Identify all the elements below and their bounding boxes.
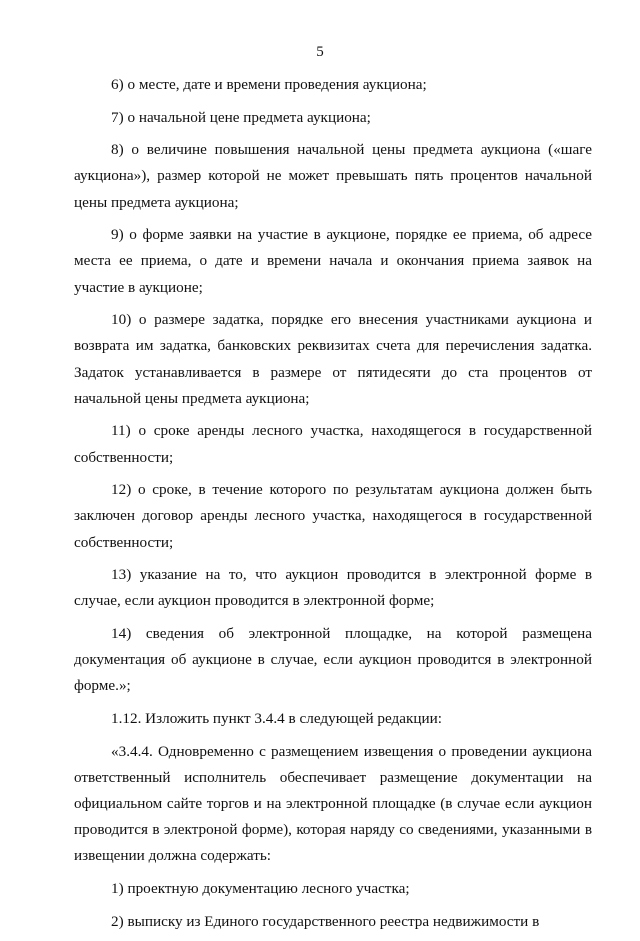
list-item-10: 10) о размере задатка, порядке его внесения участниками аукциона и возврата им задатка, банковских реквизитах счета для перечисления задатка. Задаток устанавливается в размере от пятидесяти до ста процентов от начальной цены предмета аукциона; <box>74 311 592 407</box>
page-number: 5 <box>316 44 324 60</box>
list-item-7: 7) о начальной цене предмета аукциона; <box>111 108 371 126</box>
clause-item-1: 1) проектную документацию лесного участка; <box>111 879 410 897</box>
list-item-14: 14) сведения об электронной площадке, на которой размещена документация об аукционе в случае, если аукцион проводится в электронной форме.»; <box>74 624 592 695</box>
list-item-8: 8) о величине повышения начальной цены предмета аукциона («шаге аукциона»), размер которой не может превышать пять процентов начальной цены предмета аукциона; <box>74 141 592 211</box>
list-item-13: 13) указание на то, что аукцион проводится в электронной форме в случае, если аукцион проводится в электронной форме; <box>74 566 592 610</box>
list-item-6: 6) о месте, дате и времени проведения аукциона; <box>111 76 427 93</box>
clause-3-4-4: «3.4.4. Одновременно с размещением извещения о проведении аукциона ответственный исполнитель обеспечивает размещение документации на официальном сайте торгов и на электронной площадке (в случае если аукцион проводится в электроной форме), которая наряду со сведениями, указанными в извещении должна содержать: <box>74 742 592 865</box>
list-item-11: 11) о сроке аренды лесного участка, находящегося в государственной собственности; <box>74 422 592 466</box>
list-item-9: 9) о форме заявки на участие в аукционе, порядке ее приема, об адресе места ее приема, о дате и времени начала и окончания приема заявок на участие в аукционе; <box>74 226 592 296</box>
document-body <box>74 72 592 941</box>
clause-item-2: 2) выписку из Единого государственного реестра недвижимости в <box>111 912 540 930</box>
list-item-12: 12) о сроке, в течение которого по результатам аукциона должен быть заключен договор аренды лесного участка, находящегося в государственной собственности; <box>74 481 592 551</box>
amendment-1-12: 1.12. Изложить пункт 3.4.4 в следующей редакции: <box>111 709 442 727</box>
